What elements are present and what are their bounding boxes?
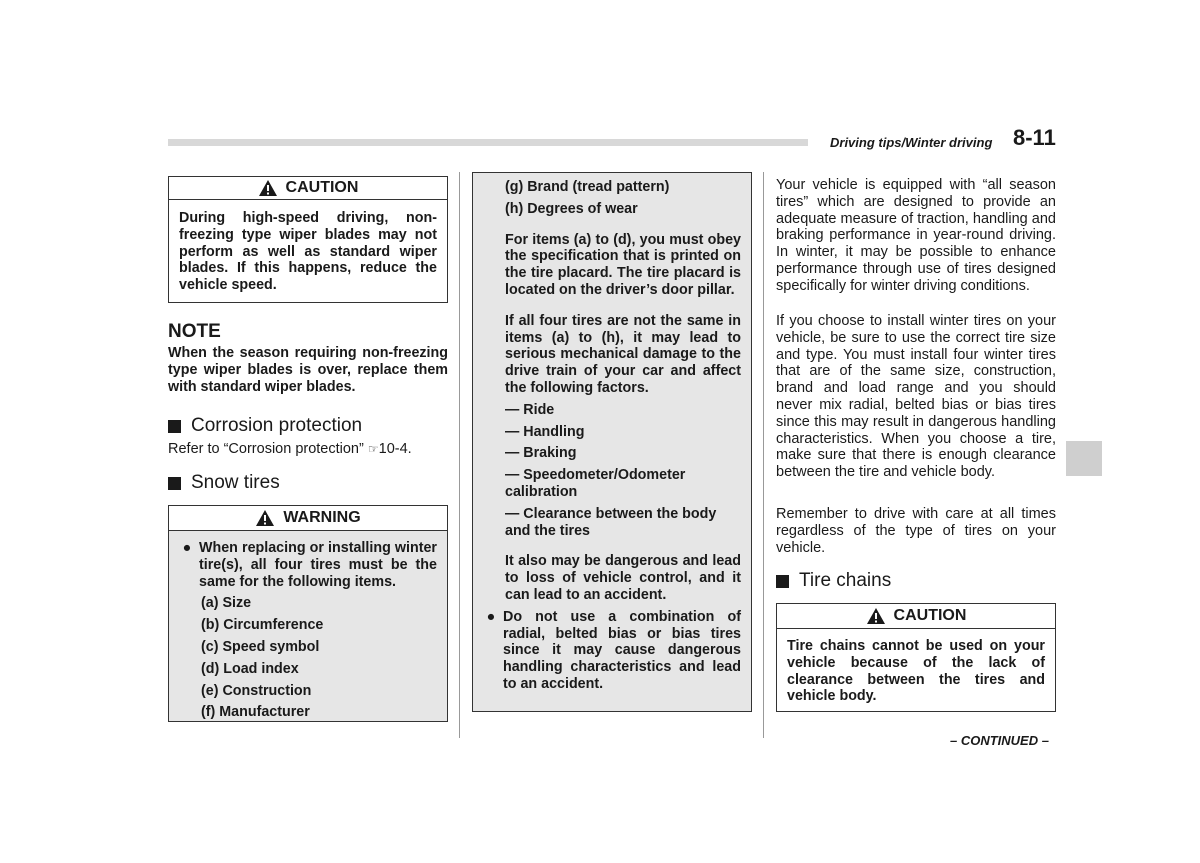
spec-item: (e) Construction [201,682,312,699]
header-rule [168,139,808,146]
spec-item: (f) Manufacturer [201,704,310,721]
winter-tires-paragraph: If you choose to install winter tires on your vehicle, be sure to use the correct tire size and type. You must install four winter tires that are of the same size, construction, brand and load range and you should never mix radial, belted bias or bias tires since this may result in dangerous handling characteristics. When you choose a tire, make sure that there is enough clearance between the tire and vehicle body. [776,313,1056,481]
note-heading: NOTE [168,321,221,342]
spec-item: (h) Degrees of wear [505,200,638,217]
section-title-tire-chains: Tire chains [799,570,892,591]
warning-triangle-icon [258,179,278,197]
all-season-paragraph: Your vehicle is equipped with “all season tires” which are designed to provide an adequate measure of traction, handling and braking performance in year-round driving. In winter, it may be possible to enhance performance through use of tires designed specifically for winter driving conditions. [776,177,1056,294]
chapter-tab [1066,441,1102,476]
factor-item: — Speedometer/Odometer calibration [505,467,686,500]
continued-label: – CONTINUED – [950,733,1049,748]
caution-label: CAUTION [285,179,359,196]
spec-item: (c) Speed symbol [201,638,320,655]
mismatch-paragraph: If all four tires are not the same in items (a) to (h), it may lead to serious mechanical damage to the drive train of your car and affect the following factors. [505,312,741,396]
section-title-corrosion: Corrosion protection [191,415,363,436]
placard-paragraph: For items (a) to (d), you must obey the specification that is printed on the tire placard. The tire placard is located on the driver’s door pillar. [505,231,741,298]
section-title-snow-tires: Snow tires [191,472,280,493]
caution-label: CAUTION [893,607,967,624]
page-number: 8-11 [1013,125,1056,150]
corrosion-reference [168,441,448,458]
factor-item: — Handling [505,423,585,440]
spec-item: (a) Size [201,595,252,612]
warning-box-continued [472,172,752,712]
bullet-dot-icon: ● [182,540,192,556]
column-divider-2 [763,172,764,738]
reference-page-link[interactable]: 10-4. [378,441,412,457]
danger-paragraph: It also may be dangerous and lead to loss of vehicle control, and it can lead to an accident. [505,553,741,603]
section-bullet-icon [168,420,181,433]
caution-text: During high-speed driving, non-freezing type wiper blades may not perform as well as standard wiper blades. If this happens, reduce the vehicle speed. [179,210,437,294]
caution-title [168,176,448,200]
caution-box-chains [776,603,1056,712]
drive-carefully-paragraph: Remember to drive with care at all times regardless of the type of tires on your vehicle. [776,506,1056,556]
reference-text: Refer to “Corrosion protection” [168,441,364,457]
factor-item: — Braking [505,445,577,462]
section-bullet-icon [776,575,789,588]
bullet-dot-icon: ● [486,608,496,625]
warning-bullet-2 [473,609,741,693]
bullet-text: When replacing or installing winter tire(s), all four tires must be the same for the following items. [199,540,437,590]
section-bullet-icon [168,477,181,490]
caution-box-wipers [168,176,448,303]
warning-bullet-1 [169,540,437,590]
warning-label: WARNING [283,509,361,526]
note-text: When the season requiring non-freezing type wiper blades is over, replace them with standard wiper blades. [168,345,448,395]
warning-box-tires [168,505,448,722]
spec-item: (d) Load index [201,660,299,677]
warning-title [168,505,448,531]
pointing-hand-icon: ☞ [367,442,379,456]
warning-triangle-icon [255,509,275,527]
caution-text: Tire chains cannot be used on your vehicle because of the lack of clearance between the tires and vehicle body. [787,638,1045,705]
factor-item: — Clearance between the body and the tires [505,505,717,539]
section-heading-corrosion [168,415,362,437]
warning-triangle-icon [866,607,886,625]
spec-item-list-continued [473,179,741,604]
spec-item: (g) Brand (tread pattern) [505,179,670,195]
column-divider-1 [459,172,460,738]
header-section-title: Driving tips/Winter driving [830,135,993,150]
factor-item: — Ride [505,401,555,418]
spec-item-list [169,595,437,721]
caution-body [776,629,1056,712]
section-heading-snow-tires [168,472,280,494]
warning-body [168,531,448,722]
bullet-text: Do not use a combination of radial, belted bias or bias tires since it may cause dangerous handling characteristics and lead to an accident. [503,608,741,692]
section-heading-tire-chains [776,570,891,592]
caution-body [168,200,448,303]
caution-title [776,603,1056,629]
spec-item: (b) Circumference [201,617,324,634]
